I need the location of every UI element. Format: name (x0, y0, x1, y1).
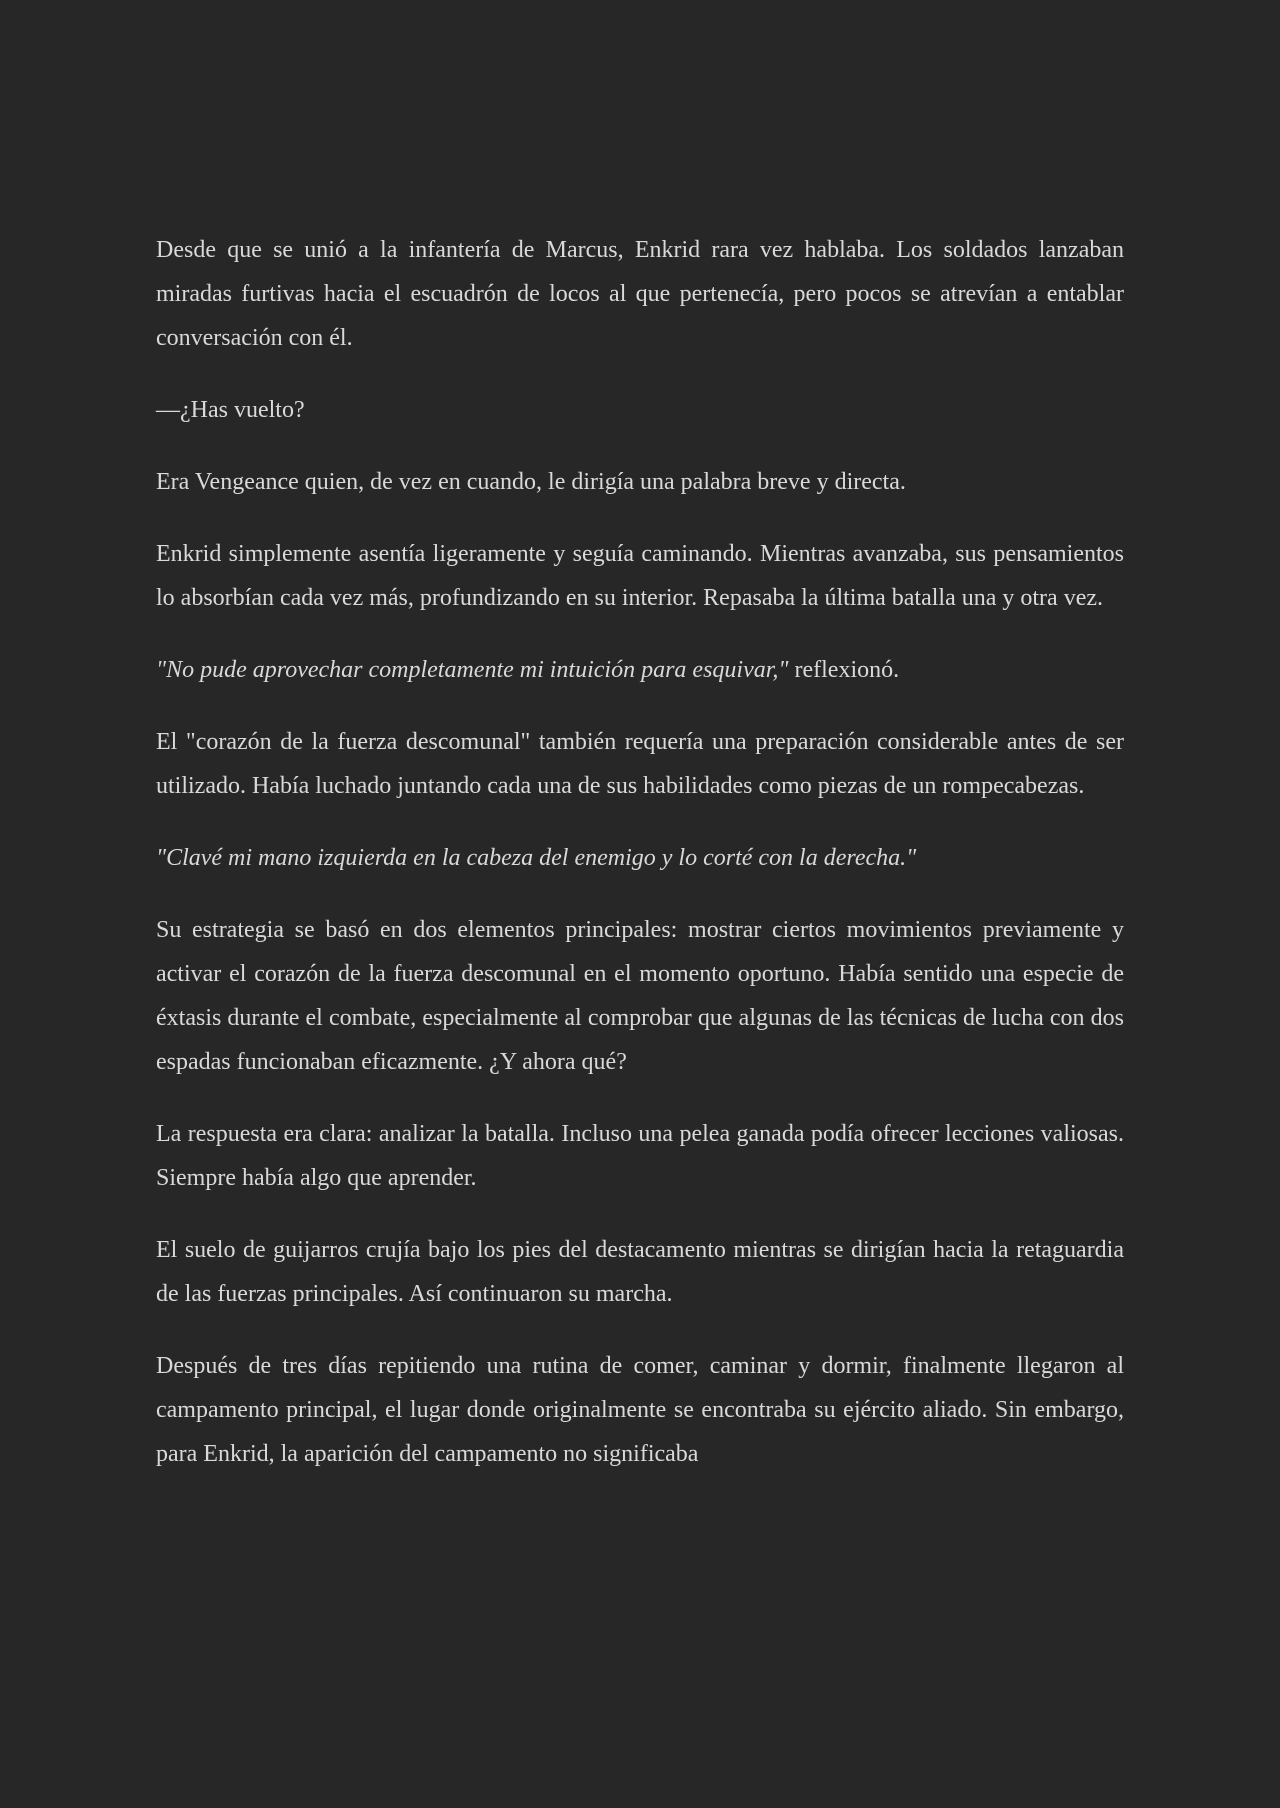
body-text: Enkrid simplemente asentía ligeramente y seguía caminando. Mientras avanzaba, sus pensamientos lo absorbían cada vez más, profundizando en su interior. Repasaba la última batalla una y otra vez. (156, 541, 1124, 611)
paragraph (156, 836, 1124, 880)
body-text: reflexionó. (788, 657, 900, 683)
body-text: Su estrategia se basó en dos elementos principales: mostrar ciertos movimientos previamente y activar el corazón de la fuerza descomunal en el momento oportuno. Había sentido una especie de éxtasis durante el combate, especialmente al comprobar que algunas de las técnicas de lucha con dos espadas funcionaban eficazmente. ¿Y ahora qué? (156, 917, 1124, 1075)
body-text: El "corazón de la fuerza descomunal" también requería una preparación considerable antes de ser utilizado. Había luchado juntando cada una de sus habilidades como piezas de un rompecabezas. (156, 729, 1124, 799)
paragraph (156, 388, 1124, 432)
paragraph (156, 460, 1124, 504)
paragraph (156, 228, 1124, 360)
body-text: Desde que se unió a la infantería de Marcus, Enkrid rara vez hablaba. Los soldados lanzaban miradas furtivas hacia el escuadrón de locos al que pertenecía, pero pocos se atrevían a entablar conversación con él. (156, 237, 1124, 351)
italic-quote-text: "Clavé mi mano izquierda en la cabeza del enemigo y lo corté con la derecha." (156, 845, 917, 871)
body-text: Era Vengeance quien, de vez en cuando, le dirigía una palabra breve y directa. (156, 469, 906, 495)
italic-quote-text: "No pude aprovechar completamente mi intuición para esquivar," (156, 657, 789, 683)
paragraph (156, 648, 1124, 692)
body-text: El suelo de guijarros crujía bajo los pies del destacamento mientras se dirigían hacia la retaguardia de las fuerzas principales. Así continuaron su marcha. (156, 1237, 1124, 1307)
paragraph (156, 1344, 1124, 1476)
paragraph (156, 720, 1124, 808)
paragraph (156, 1112, 1124, 1200)
text-content (156, 228, 1124, 1476)
body-text: Después de tres días repitiendo una rutina de comer, caminar y dormir, finalmente llegaron al campamento principal, el lugar donde originalmente se encontraba su ejército aliado. Sin embargo, para Enkrid, la aparición del campamento no significaba (156, 1353, 1124, 1467)
body-text: —¿Has vuelto? (156, 397, 305, 423)
paragraph (156, 908, 1124, 1084)
body-text: La respuesta era clara: analizar la batalla. Incluso una pelea ganada podía ofrecer lecciones valiosas. Siempre había algo que aprender. (156, 1121, 1124, 1191)
paragraph (156, 1228, 1124, 1316)
paragraph (156, 532, 1124, 620)
